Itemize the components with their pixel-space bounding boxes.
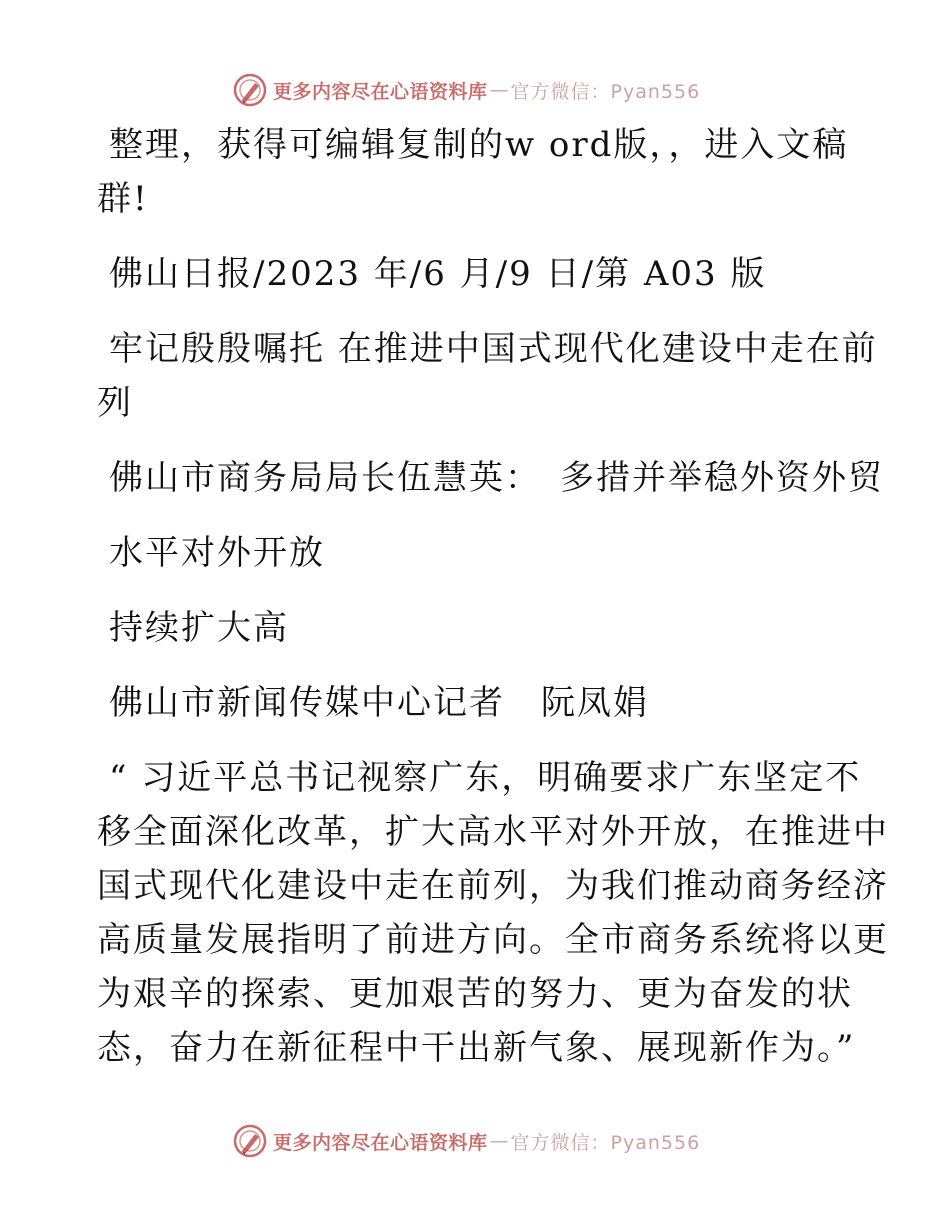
byline: 佛山市新闻传媒中心记者 阮凤娟 <box>109 683 649 723</box>
watermark-wechat-text: 官方微信：Pyan556 <box>510 80 701 103</box>
subhead-line-2: 水平对外开放 <box>109 533 325 573</box>
quote-line-5: 为艰辛的探索、更加艰苦的努力、更为奋发的状 <box>97 974 853 1014</box>
watermark-site-text: 更多内容尽在心语资料库 <box>273 80 488 103</box>
pen-logo-icon <box>233 73 267 107</box>
quote-line-6: 态，奋力在新征程中干出新气象、展现新作为。” <box>97 1028 856 1068</box>
headline-line-2: 列 <box>97 383 133 423</box>
footer-watermark <box>233 1124 700 1158</box>
quote-line-2: 移全面深化改革，扩大高水平对外开放，在推进中 <box>97 812 889 852</box>
watermark-site-text: 更多内容尽在心语资料库 <box>273 1131 488 1154</box>
header-watermark <box>233 73 700 107</box>
subhead-line-3: 持续扩大高 <box>109 608 289 648</box>
intro-line-1: 整理，获得可编辑复制的w ord版，，进入文稿 <box>109 125 849 165</box>
headline-line-1: 牢记殷殷嘱托 在推进中国式现代化建设中走在前 <box>109 329 878 369</box>
watermark-wechat-text: 官方微信：Pyan556 <box>510 1131 701 1154</box>
quote-line-1: “ 习近平总书记视察广东，明确要求广东坚定不 <box>109 758 862 798</box>
watermark-separator: — <box>489 1130 509 1152</box>
source-line: 佛山日报/2023 年/6 月/9 日/第 A03 版 <box>109 254 767 294</box>
intro-line-2: 群! <box>97 179 149 219</box>
watermark-separator: — <box>489 79 509 101</box>
quote-line-3: 国式现代化建设中走在前列，为我们推动商务经济 <box>97 866 889 906</box>
quote-line-4: 高质量发展指明了前进方向。全市商务系统将以更 <box>97 920 889 960</box>
subhead-line-1: 佛山市商务局局长伍慧英： 多措并举稳外资外贸 <box>109 458 884 498</box>
document-body <box>97 118 889 1075</box>
pen-logo-icon <box>233 1124 267 1158</box>
